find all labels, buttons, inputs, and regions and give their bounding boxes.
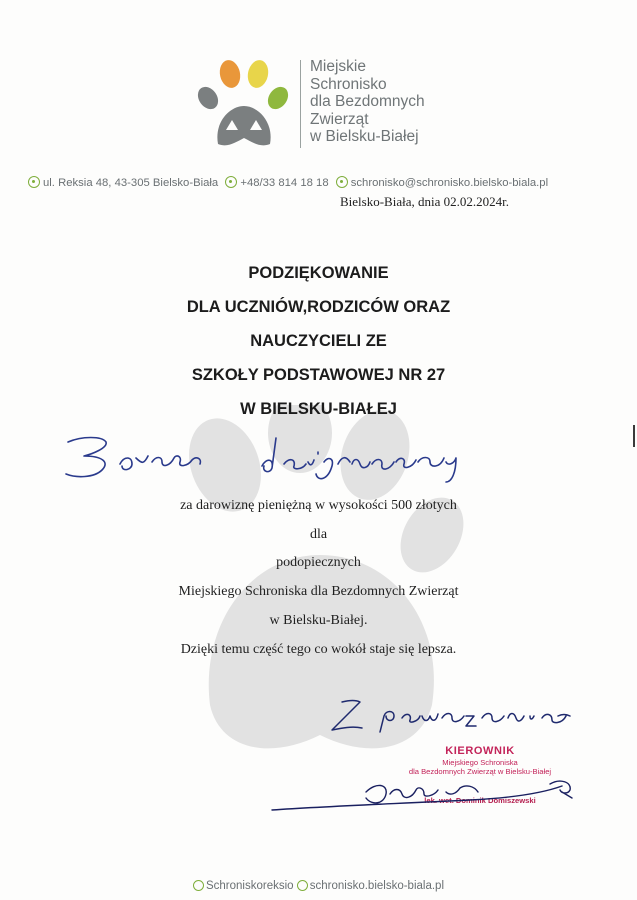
footer-website[interactable]: schronisko.bielsko-biala.pl <box>309 880 444 892</box>
stamp-line: dla Bezdomnych Zwierząt w Bielsku-Białej <box>408 767 552 776</box>
title-line: SZKOŁY PODSTAWOWEJ NR 27 <box>191 366 446 384</box>
shelter-name <box>310 58 425 146</box>
footer <box>0 880 637 892</box>
contact-phone[interactable]: +48/33 814 18 18 <box>240 177 329 189</box>
date-line: Bielsko-Biała, dnia 02.02.2024r. <box>340 194 509 209</box>
body-line: dla <box>309 526 328 542</box>
stamp-title: KIEROWNIK <box>445 745 515 757</box>
shelter-name-line: Schronisko <box>310 75 387 93</box>
contact-email[interactable]: schronisko@schronisko.bielsko-biala.pl <box>350 177 549 189</box>
title-line: PODZIĘKOWANIE <box>248 264 389 282</box>
signature <box>270 770 580 820</box>
contact-line <box>28 176 628 189</box>
handwritten-regards <box>318 692 588 734</box>
title-line: W BIELSKU-BIAŁEJ <box>240 400 397 418</box>
title-line: DLA UCZNIÓW,RODZICÓW ORAZ <box>186 298 451 316</box>
globe-icon <box>297 880 308 891</box>
location-icon <box>28 176 40 188</box>
email-icon <box>336 176 348 188</box>
body-line: za darowiznę pieniężną w wysokości 500 złotych <box>180 498 457 513</box>
logo-divider <box>300 60 301 148</box>
contact-address: ul. Reksia 48, 43-305 Bielsko-Biała <box>43 177 219 189</box>
shelter-name-line: w Bielsku-Białej <box>310 128 419 146</box>
title-line: NAUCZYCIELI ZE <box>250 332 387 350</box>
body-text <box>0 492 637 664</box>
stamp-line: Miejskiego Schroniska <box>442 758 518 767</box>
footer-facebook[interactable]: Schroniskoreksio <box>205 880 294 892</box>
shelter-name-line: dla Bezdomnych <box>310 93 425 111</box>
shelter-name-line: Miejskie <box>310 58 366 75</box>
scan-edge-mark <box>633 425 635 447</box>
shelter-name-line: Zwierząt <box>310 110 369 128</box>
body-line: podopiecznych <box>276 555 361 571</box>
body-line: Dzięki temu część tego co wokół staje się lepsza. <box>180 641 457 657</box>
body-line: w Bielsku-Białej. <box>269 612 368 628</box>
body-line: Miejskiego Schroniska dla Bezdomnych Zwierząt <box>178 584 459 600</box>
facebook-icon <box>193 880 204 891</box>
stamp-name: lek. wet. Dominik Domiszewski <box>424 796 536 805</box>
phone-icon <box>225 176 237 188</box>
handwritten-thanks <box>62 428 492 488</box>
shelter-logo-icon <box>196 58 292 150</box>
document-title <box>0 256 637 426</box>
